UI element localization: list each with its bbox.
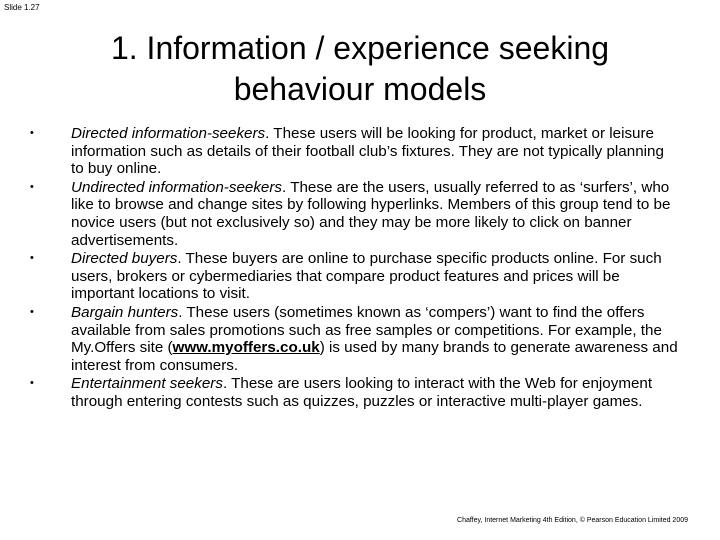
bullet-item-bargain-hunters: [30, 304, 680, 374]
slide-title: [40, 28, 680, 110]
bullet-dot: •: [30, 305, 34, 318]
bullet-dot: •: [30, 252, 34, 265]
bullet-dot: •: [30, 377, 34, 390]
bullet-text: . These users (sometimes known as ‘compers’) want to find the offers available from sales promotions such as free samples or competitions. For example, the My.Offers site (: [71, 303, 662, 357]
footer-citation: Chaffey, Internet Marketing 4th Edition, © Pearson Education Limited 2009: [457, 517, 688, 524]
bullet-item-entertainment-seekers: [30, 375, 680, 410]
bullet-text: . These buyers are online to purchase specific products online. For such users, brokers or cybermediaries that compare product features and prices will be important locations to visit.: [71, 250, 662, 303]
bullet-text-continued: ) is used by many brands to generate awareness and interest from consumers.: [71, 339, 678, 374]
bullet-term: Undirected information-seekers: [71, 178, 283, 196]
bullet-term: Bargain hunters: [71, 303, 179, 321]
bullet-item-undirected-information-seekers: [30, 179, 680, 249]
bullet-term: Entertainment seekers: [71, 375, 223, 393]
bullet-item-directed-information-seekers: [30, 125, 680, 178]
bullet-term: Directed buyers: [71, 250, 178, 268]
slide-number: Slide 1.27: [4, 3, 40, 12]
bullet-text: . These users will be looking for product, market or leisure information such as details of their football club’s fixtures. They are not typically planning to buy online.: [71, 125, 664, 178]
bullet-list: [30, 125, 680, 411]
bullet-item-directed-buyers: [30, 250, 680, 303]
slide-title-line-2: behaviour models: [233, 71, 487, 107]
bullet-dot: •: [30, 180, 34, 193]
bullet-dot: •: [30, 127, 34, 139]
bullet-text: . These are the users, usually referred to as ‘surfers’, who like to browse and change sites by following hyperlinks. Members of this group tend to be novice users (but not exclusively so) and they may be more likely to click on banner advertisements.: [71, 178, 671, 249]
bullet-text: . These are users looking to interact with the Web for enjoyment through entering contests such as quizzes, puzzles or interactive multi-player games.: [71, 375, 653, 410]
myoffers-link[interactable]: www.myoffers.co.uk: [172, 339, 320, 357]
slide-title-line-1: 1. Information / experience seeking: [110, 30, 610, 66]
bullet-term: Directed information-seekers: [71, 125, 266, 142]
